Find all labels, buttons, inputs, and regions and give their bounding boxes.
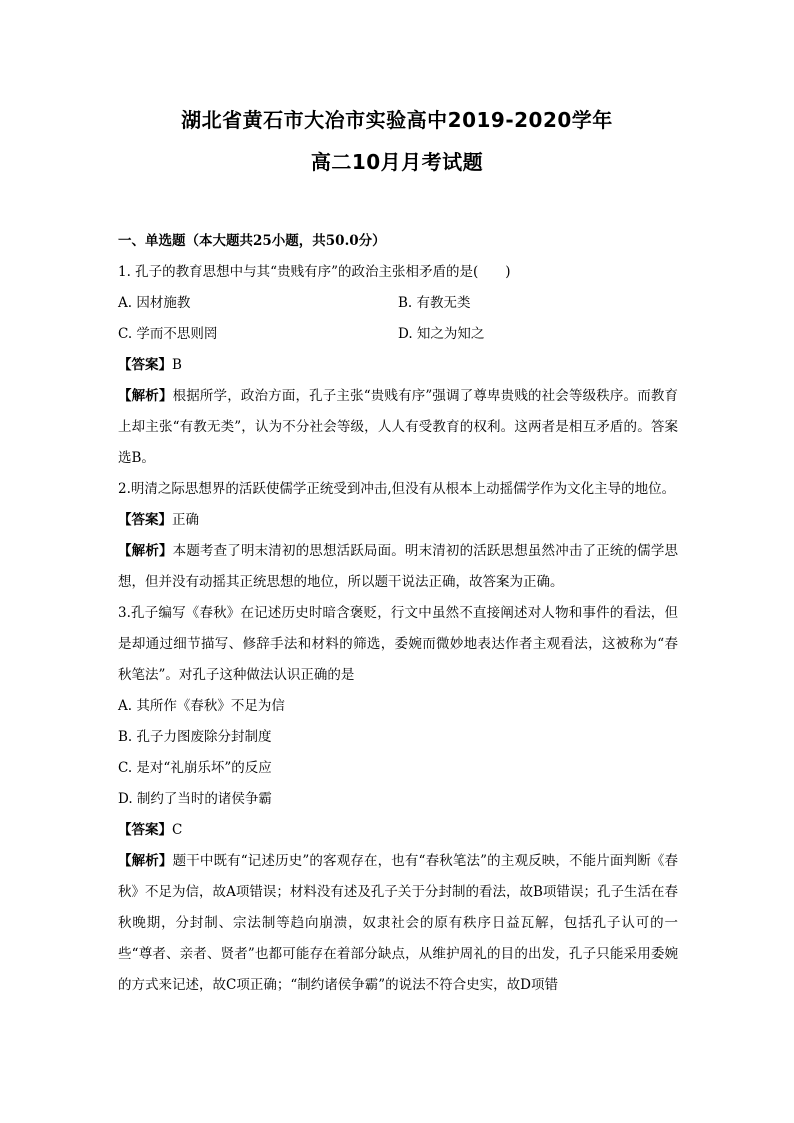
question-1-options-row-2 [118, 319, 678, 350]
question-1-option-a: A. 因材施教 [118, 295, 191, 311]
question-3-option-b: B. 孔子力图废除分封制度 [118, 729, 272, 745]
analysis-label: 【解析】 [118, 853, 173, 869]
analysis-text: 题干中既有“记述历史”的客观存在，也有“春秋笔法”的主观反映，不能片面判断《春秋》不足为信，故A项错误；材料没有述及孔子关于分封制的看法，故B项错误；孔子生活在春秋晚期，分封制、宗法制等趋向崩溃，奴隶社会的原有秩序日益瓦解，包括孔子认可的一些“尊者、亲者、贤者”也都可能存在着部分缺点，从维护周礼的目的出发，孔子只能采用委婉的方式来记述，故C项正确；“制约诸侯争霸”的说法不符合史实，故D项错 [118, 853, 678, 993]
question-1-option-b: B. 有教无类 [398, 295, 471, 311]
analysis-text: 根据所学，政治方面，孔子主张“贵贱有序”强调了尊卑贵贱的社会等级秩序。而教育上却主张“有教无类”，认为不分社会等级，人人有受教育的权利。这两者是相互矛盾的。答案选B。 [118, 388, 678, 466]
question-2-stem: 2.明清之际思想界的活跃使儒学正统受到冲击,但没有从根本上动摇儒学作为文化主导的地位。 [118, 481, 676, 497]
analysis-label: 【解析】 [118, 388, 173, 404]
document-title-line-1: 湖北省黄石市大冶市实验高中2019-2020学年 [181, 108, 613, 132]
question-1-option-d: D. 知之为知之 [398, 326, 485, 342]
answer-value: B [172, 357, 182, 373]
question-3-option-a: A. 其所作《春秋》不足为信 [118, 698, 285, 714]
question-3-answer [118, 815, 678, 846]
answer-value: C [172, 822, 183, 838]
question-3-option-d: D. 制约了当时的诸侯争霸 [118, 791, 272, 807]
answer-label: 【答案】 [118, 512, 172, 528]
question-3-stem: 3.孔子编写《春秋》在记述历史时暗含褒贬，行文中虽然不直接阐述对人物和事件的看法，但是却通过细节描写、修辞手法和材料的筛选，委婉而微妙地表达作者主观看法，这被称为“春秋笔法”。对孔子这种做法认识正确的是 [118, 605, 678, 683]
question-1-answer [118, 350, 678, 381]
question-2-answer [118, 505, 678, 536]
question-1-stem: 1. 孔子的教育思想中与其“贵贱有序”的政治主张相矛盾的是( ) [118, 264, 511, 280]
answer-label: 【答案】 [118, 357, 172, 373]
answer-value: 正确 [172, 512, 199, 528]
question-1-analysis [118, 381, 678, 474]
answer-label: 【答案】 [118, 822, 172, 838]
analysis-text: 本题考查了明末清初的思想活跃局面。明末清初的活跃思想虽然冲击了正统的儒学思想，但并没有动摇其正统思想的地位，所以题干说法正确，故答案为正确。 [118, 543, 679, 590]
document-title-line-2: 高二10月月考试题 [310, 150, 484, 174]
question-1-options-row-1 [118, 288, 678, 319]
question-3-analysis [118, 846, 678, 1001]
analysis-label: 【解析】 [118, 543, 173, 559]
question-2-analysis [118, 536, 678, 598]
question-1-option-c: C. 学而不思则罔 [118, 326, 218, 342]
question-3-option-c: C. 是对“礼崩乐坏”的反应 [118, 760, 272, 776]
document-body [118, 226, 678, 1001]
section-heading: 一、单选题（本大题共25小题，共50.0分） [118, 233, 386, 249]
